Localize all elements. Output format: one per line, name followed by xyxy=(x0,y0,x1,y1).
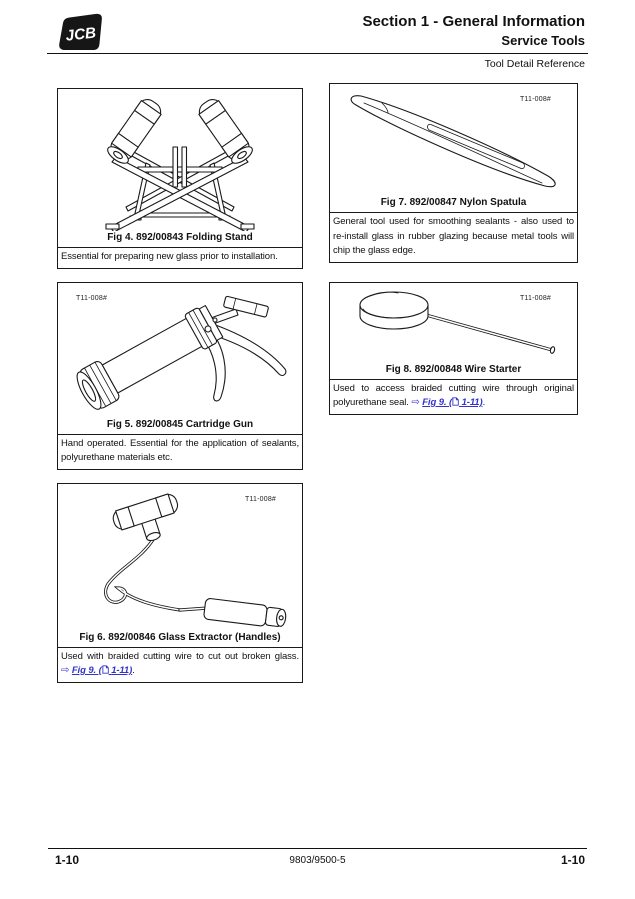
description-text: Hand operated. Essential for the application of sealants, polyurethane materials etc. xyxy=(61,437,299,463)
description-text: Used to access braided cutting wire through original polyurethane seal. xyxy=(333,382,574,408)
page-number-right: 1-10 xyxy=(560,853,585,867)
figure-group-fig6 xyxy=(57,483,303,683)
link-arrow-icon: ⇨ xyxy=(411,397,420,408)
figure-caption: Fig 8. 892/00848 Wire Starter xyxy=(385,363,522,375)
description-text: Essential for preparing new glass prior to installation. xyxy=(61,251,278,262)
link-arrow-icon: ⇨ xyxy=(61,665,70,676)
cartridge-gun-illustration xyxy=(58,283,302,418)
description-text: Used with braided cutting wire to cut out broken glass. xyxy=(61,650,299,662)
figure-box-fig6 xyxy=(57,483,303,648)
left-column xyxy=(57,88,303,696)
figure-caption: Fig 4. 892/00843 Folding Stand xyxy=(107,232,253,243)
jcb-logo-text: JCB xyxy=(64,24,97,45)
figure-group-fig8 xyxy=(329,282,578,415)
figure-description xyxy=(57,247,303,269)
ref-label: T11-008# xyxy=(76,294,108,302)
figure-group-fig7 xyxy=(329,83,578,263)
link-label: Fig 9. ( xyxy=(71,665,102,676)
folding-stand-illustration xyxy=(58,89,302,231)
glass-extractor-illustration xyxy=(58,484,302,631)
figure-box-fig5 xyxy=(57,282,303,435)
link-after: . xyxy=(132,665,135,676)
ref-label: T11-008# xyxy=(519,294,551,302)
ref-label: T11-008# xyxy=(519,96,551,103)
figure-caption: Fig 5. 892/00845 Cartridge Gun xyxy=(106,418,254,430)
description-text: General tool used for smoothing sealants - also used to re-install glass in rubber glazing because metal tools will chip the glass edge. xyxy=(333,216,574,256)
fig9-link[interactable] xyxy=(411,397,482,408)
figure-caption: Fig 6. 892/00846 Glass Extractor (Handles) xyxy=(79,631,281,643)
link-page: 1-11) xyxy=(461,397,483,408)
link-after: . xyxy=(482,397,486,408)
service-tools-subtitle: Service Tools xyxy=(501,33,585,48)
link-label: Fig 9. ( xyxy=(422,397,453,408)
page-number-left: 1-10 xyxy=(55,853,80,867)
figure-caption: Fig 7. 892/00847 Nylon Spatula xyxy=(380,197,527,208)
link-page: 1-11) xyxy=(111,665,133,676)
tool-detail-reference: Tool Detail Reference xyxy=(484,58,585,70)
fig9-link[interactable] xyxy=(61,665,132,676)
doc-reference: 9803/9500-5 xyxy=(289,855,346,866)
footer-rule xyxy=(48,848,587,849)
jcb-logo xyxy=(55,13,105,51)
figure-description xyxy=(329,212,578,263)
right-column xyxy=(329,83,578,434)
figure-group-fig5 xyxy=(57,282,303,470)
figure-box-fig4 xyxy=(57,88,303,248)
figure-box-fig7 xyxy=(329,83,578,213)
figure-group-fig4 xyxy=(57,88,303,269)
page-icon xyxy=(452,397,459,406)
page-icon xyxy=(102,665,109,674)
section-title: Section 1 - General Information xyxy=(362,13,585,30)
figure-box-fig8 xyxy=(329,282,578,380)
figure-description xyxy=(329,379,578,415)
header-rule xyxy=(47,53,588,54)
ref-label: T11-008# xyxy=(244,495,276,503)
figure-description xyxy=(57,647,303,683)
figure-description xyxy=(57,434,303,470)
